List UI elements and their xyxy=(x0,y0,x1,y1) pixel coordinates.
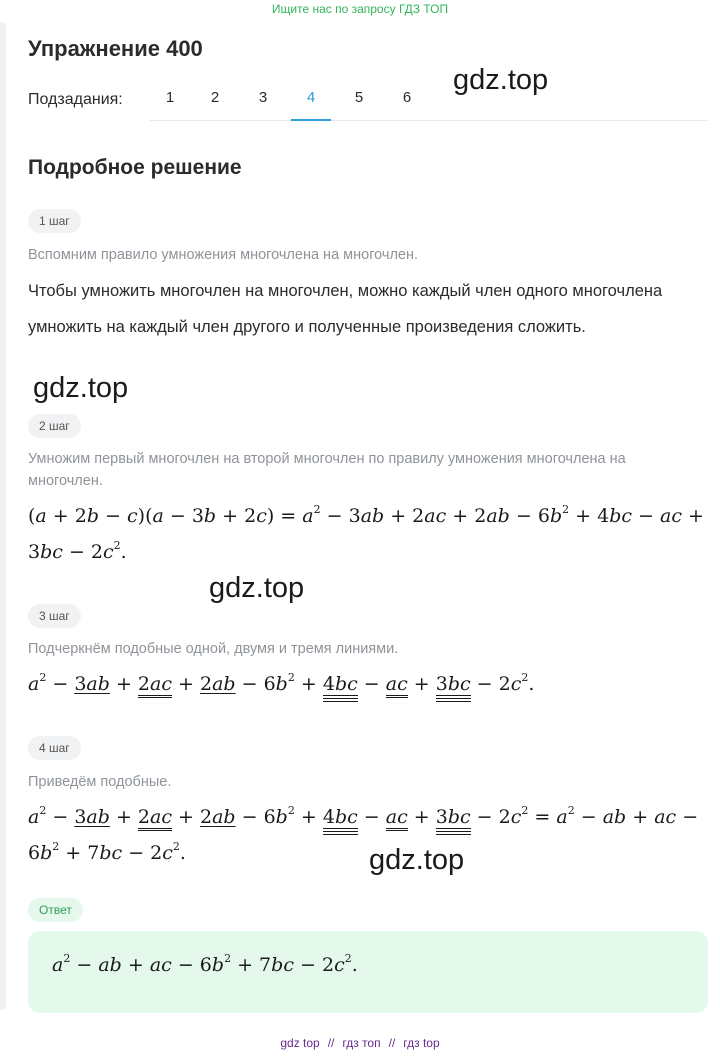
tab-subtask-5[interactable]: 5 xyxy=(354,89,364,106)
answer-formula: $a^2$ − ab + ac − $6b^2 + 7bc - 2c^2$. xyxy=(52,952,358,976)
footer-link-3[interactable]: гдз top xyxy=(403,1036,440,1050)
step-formula-4: $a^2 - 3ab + 2ac + 2ab - 6b^2 + 4bc$ − ac + $3bc - 2c^2 = a^2$ − ab + ac − $6b^2 + 7bc - 2c^2$. xyxy=(28,804,699,864)
watermark: gdz.top xyxy=(453,64,549,96)
footer-link-2[interactable]: гдз топ xyxy=(342,1036,381,1050)
tab-subtask-6[interactable]: 6 xyxy=(402,89,412,106)
answer-badge: Ответ xyxy=(28,898,83,922)
footer-separator: // xyxy=(327,1036,335,1050)
page-title: Упражнение 400 xyxy=(28,36,203,61)
tab-subtask-1[interactable]: 1 xyxy=(165,89,175,106)
step-note-4: Приведём подобные. xyxy=(28,774,172,790)
watermark: gdz.top xyxy=(33,372,129,404)
tab-subtask-4[interactable]: 4 xyxy=(291,89,331,120)
step-note-3: Подчеркнём подобные одной, двумя и тремя линиями. xyxy=(28,641,399,657)
watermark: gdz.top xyxy=(369,844,465,876)
subtask-tabs xyxy=(150,80,708,121)
step-note-1: Вспомним правило умножения многочлена на многочлен. xyxy=(28,247,419,263)
watermark: gdz.top xyxy=(209,572,305,604)
step-badge-3: 3 шаг xyxy=(28,604,81,628)
step-formula-2: $(a + 2b - c)(a - 3b + 2c) = a^2 - 3ab + 2ac + 2ab - 6b^2 + 4bc$ − ac + $3bc - 2c^2$. xyxy=(28,503,704,563)
step-badge-4: 4 шаг xyxy=(28,736,81,760)
search-banner: Ищите нас по запросу ГДЗ ТОП xyxy=(271,2,449,16)
footer-links xyxy=(0,1036,720,1050)
step-text-1: Чтобы умножить многочлен на многочлен, можно каждый член одного многочлена умножить на каждый член другого и полученные произведения сложить. xyxy=(28,282,663,336)
left-scroll-rail xyxy=(0,22,6,1010)
footer-link-1[interactable]: gdz top xyxy=(280,1036,320,1050)
subtasks-label: Подзадания: xyxy=(28,91,123,108)
footer-separator: // xyxy=(388,1036,396,1050)
step-badge-1: 1 шаг xyxy=(28,209,81,233)
section-title: Подробное решение xyxy=(28,156,242,179)
step-note-2: Умножим первый многочлен на второй многочлен по правилу умножения многочлена на многочлен. xyxy=(28,451,626,489)
step-formula-3: $a^2 - 3ab + 2ac + 2ab - 6b^2 + 4bc$ − ac + $3bc - 2c^2$. xyxy=(28,666,708,702)
step-badge-2: 2 шаг xyxy=(28,414,81,438)
tab-subtask-2[interactable]: 2 xyxy=(210,89,220,106)
answer-box xyxy=(28,931,708,1013)
tab-subtask-3[interactable]: 3 xyxy=(258,89,268,106)
